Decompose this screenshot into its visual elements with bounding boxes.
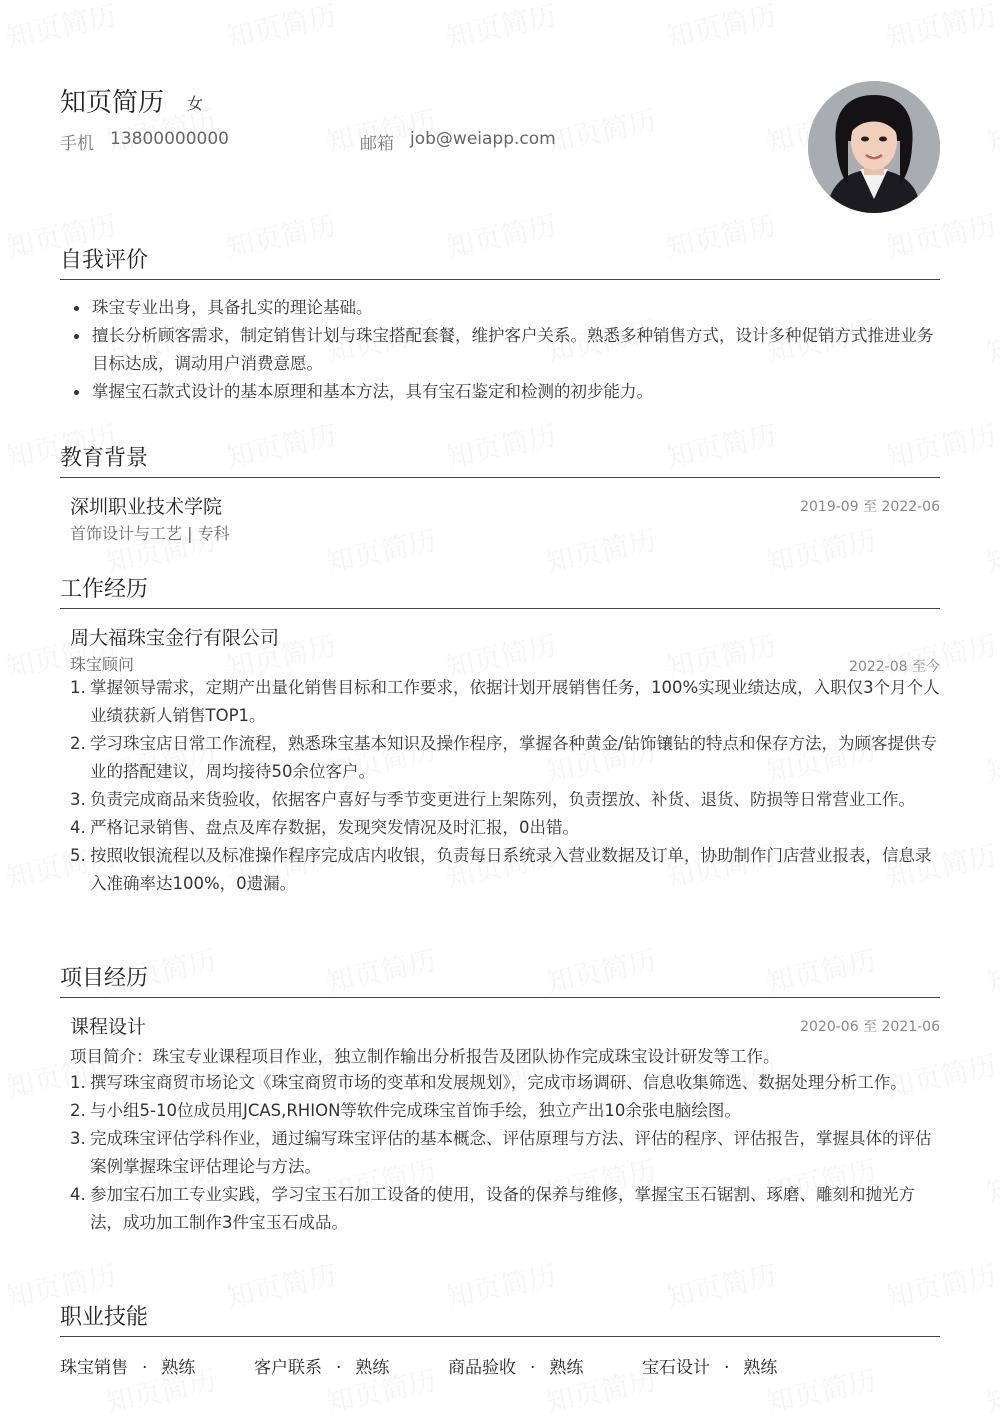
email-label: 邮箱 — [360, 134, 394, 154]
list-item: 2. 与小组5-10位成员用JCAS,RHION等软件完成珠宝首饰手绘，独立产出10余张电脑绘图。 — [70, 1101, 741, 1120]
skill-item: 宝石设计 · 熟练 — [642, 1358, 778, 1378]
watermark-text — [542, 99, 660, 161]
section-title-skills: 职业技能 — [60, 1300, 940, 1337]
list-item: 3. 负责完成商品来货验收，依据客户喜好与季节变更进行上架陈列，负责摆放、补货、退货、防损等日常营业工作。 — [70, 790, 915, 809]
project-name: 课程设计 — [70, 1016, 147, 1038]
section-title-work: 工作经历 — [60, 572, 940, 609]
list-item: 2. 学习珠宝店日常工作流程，熟悉珠宝基本知识及操作程序，掌握各种黄金/钻饰镶钻的特点和保存方法，为顾客提供专业的搭配建议，周均接待50余位客户。 — [70, 734, 938, 781]
watermark-text — [442, 0, 560, 56]
list-item: 1. 撰写珠宝商贸市场论文《珠宝商贸市场的变革和发展规划》，完成市场调研、信息收集筛选、数据处理分析工作。 — [70, 1073, 907, 1092]
watermark-text — [982, 729, 1000, 791]
work-duties-list — [70, 674, 940, 898]
watermark-text — [222, 0, 340, 56]
avatar-portrait-icon — [808, 81, 940, 213]
project-date: 2020-06 至 2021-06 — [800, 1019, 940, 1035]
watermark-text — [982, 1359, 1000, 1421]
job-role: 珠宝顾问 — [70, 655, 135, 674]
education-date: 2019-09 至 2022-06 — [800, 499, 940, 515]
list-item: 4. 严格记录销售、盘点及库存数据，发现突发情况及时汇报，0出错。 — [70, 818, 579, 837]
watermark-text — [2, 0, 120, 56]
skills-row — [60, 1353, 940, 1378]
self-evaluation-list — [72, 294, 940, 406]
phone-label: 手机 — [60, 134, 94, 154]
avatar — [808, 81, 940, 213]
company-name: 周大福珠宝金行有限公司 — [70, 627, 280, 649]
watermark-text — [982, 309, 1000, 371]
list-item: 1. 掌握领导需求，定期产出量化销售目标和工作要求，依据计划开展销售任务，100%实现业绩达成，入职仅3个月个人业绩获新人销售TOP1。 — [70, 678, 940, 725]
school-name: 深圳职业技术学院 — [70, 496, 223, 518]
skill-item: 珠宝销售 · 熟练 — [60, 1358, 196, 1378]
email-address: job@weiapp.com — [410, 129, 556, 149]
list-item: 擅长分析顾客需求，制定销售计划与珠宝搭配套餐，维护客户关系。熟悉多种销售方式，设计多种促销方式推进业务目标达成，调动用户消费意愿。 — [72, 322, 940, 378]
project-tasks-list — [70, 1069, 940, 1237]
watermark-text — [882, 0, 1000, 56]
education-detail: 首饰设计与工艺 | 专科 — [70, 524, 230, 543]
list-item: 3. 完成珠宝评估学科作业，通过编写珠宝评估的基本概念、评估原理与方法、评估的程序、评估报告，掌握具体的评估案例掌握珠宝评估理论与方法。 — [70, 1129, 932, 1176]
watermark-text — [982, 99, 1000, 161]
candidate-gender: 女 — [187, 94, 204, 113]
skill-item: 客户联系 · 熟练 — [254, 1358, 390, 1378]
project-intro: 项目简介：珠宝专业课程项目作业，独立制作输出分析报告及团队协作完成珠宝设计研发等工作。 — [70, 1047, 780, 1066]
watermark-text — [982, 519, 1000, 581]
skill-item: 商品验收 · 熟练 — [448, 1358, 584, 1378]
list-item: 5. 按照收银流程以及标准操作程序完成店内收银，负责每日系统录入营业数据及订单，协助制作门店营业报表，信息录入准确率达100%，0遗漏。 — [70, 846, 932, 893]
watermark-text — [662, 0, 780, 56]
candidate-name: 知页简历 — [60, 88, 165, 118]
watermark-text — [982, 939, 1000, 1001]
section-title-project: 项目经历 — [60, 961, 940, 998]
section-title-self-evaluation: 自我评价 — [60, 243, 940, 280]
section-title-education: 教育背景 — [60, 441, 940, 478]
list-item: 4. 参加宝石加工专业实践，学习宝玉石加工设备的使用，设备的保养与维修，掌握宝玉石锯割、琢磨、雕刻和抛光方法，成功加工制作3件宝玉石成品。 — [70, 1185, 915, 1232]
phone-number: 13800000000 — [110, 129, 229, 149]
work-date: 2022-08 至今 — [849, 659, 940, 675]
list-item: 珠宝专业出身，具备扎实的理论基础。 — [72, 294, 940, 322]
watermark-text — [982, 1149, 1000, 1211]
list-item: 掌握宝石款式设计的基本原理和基本方法，具有宝石鉴定和检测的初步能力。 — [72, 378, 940, 406]
